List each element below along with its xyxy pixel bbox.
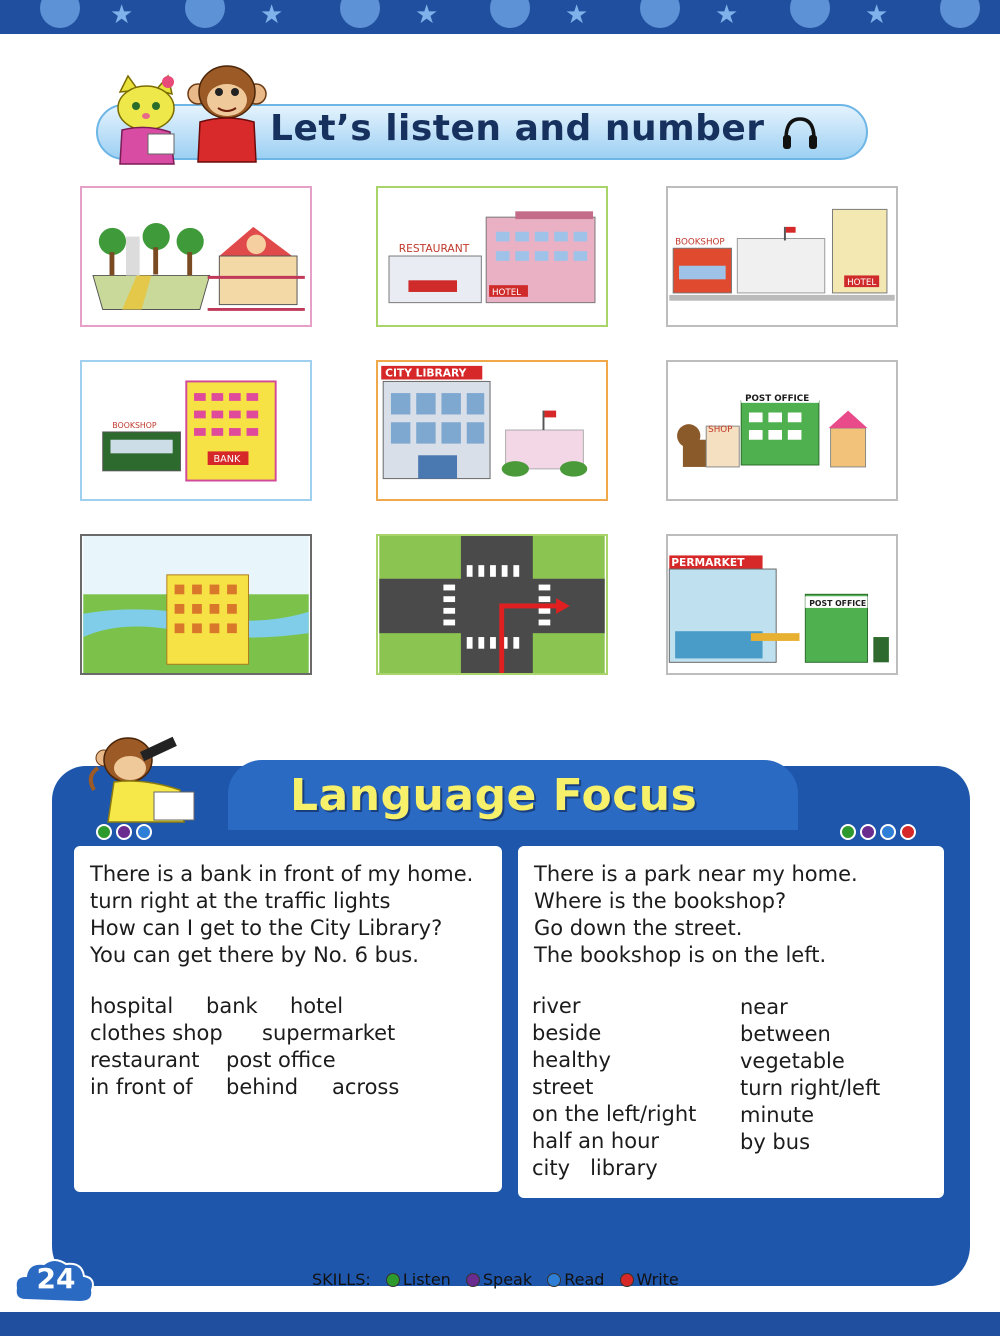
shop-label: SHOP <box>708 424 733 435</box>
listen-dot-icon <box>386 1273 400 1287</box>
band-dot <box>640 0 680 28</box>
picture-crossroad <box>376 534 608 675</box>
star-icon: ★ <box>415 0 439 30</box>
vocab-word: half an hour <box>532 1129 660 1153</box>
bead-purple-icon <box>116 824 132 840</box>
band-dot <box>340 0 380 28</box>
vocab-word: behind <box>226 1075 299 1099</box>
skill-read: Read <box>547 1270 604 1289</box>
vocab-word: bank <box>206 994 258 1018</box>
sentence: There is a bank in front of my home. <box>90 862 474 886</box>
band-dot <box>40 0 80 28</box>
page-number: 24 <box>36 1262 76 1295</box>
language-focus-title: Language Focus <box>290 770 698 821</box>
monkey-telescope-icon <box>84 730 216 826</box>
city-library-label: CITY LIBRARY <box>385 366 467 380</box>
band-dot <box>185 0 225 28</box>
picture-restaurant-hotel <box>376 186 608 327</box>
top-decorative-band <box>0 0 1000 34</box>
language-card-left <box>74 846 502 1192</box>
vocab-word: in front of <box>90 1075 193 1099</box>
hotel-label: HOTEL <box>847 278 877 289</box>
skill-listen: Listen <box>386 1270 451 1289</box>
monkey-character-icon <box>186 60 268 164</box>
vocab-word: restaurant <box>90 1048 200 1072</box>
bead-green-icon <box>96 824 112 840</box>
skills-label: SKILLS: <box>312 1270 371 1289</box>
bottom-decorative-band <box>0 1312 1000 1336</box>
section-title: Let’s listen and number <box>270 108 765 149</box>
speak-dot-icon <box>466 1273 480 1287</box>
hotel-label: HOTEL <box>492 287 522 298</box>
vocab-word: river <box>532 994 581 1018</box>
vocab-word: post office <box>226 1048 336 1072</box>
star-icon: ★ <box>110 0 134 30</box>
star-icon: ★ <box>715 0 739 30</box>
star-icon: ★ <box>260 0 284 30</box>
picture-bookshop-bank <box>80 360 312 501</box>
vocab-word: vegetable <box>740 1049 845 1073</box>
sentence: How can I get to the City Library? <box>90 916 443 940</box>
vocab-word: healthy <box>532 1048 611 1072</box>
bead-blue-icon <box>880 824 896 840</box>
band-dot <box>790 0 830 28</box>
sentence: The bookshop is on the left. <box>534 943 827 967</box>
vocab-word: turn right/left <box>740 1076 881 1100</box>
bead-purple-icon <box>860 824 876 840</box>
vocab-word: by bus <box>740 1130 811 1154</box>
bead-green-icon <box>840 824 856 840</box>
sentence: Go down the street. <box>534 916 743 940</box>
vocab-word: hotel <box>290 994 344 1018</box>
vocab-word: near <box>740 995 788 1019</box>
language-card-right <box>518 846 944 1198</box>
vocab-word: between <box>740 1022 831 1046</box>
supermarket-label: PERMARKET <box>671 556 745 570</box>
sentence: There is a park near my home. <box>534 862 858 886</box>
write-dot-icon <box>620 1273 634 1287</box>
sentence: You can get there by No. 6 bus. <box>90 943 419 967</box>
picture-supermarket-post-office <box>666 534 898 675</box>
vocab-word: beside <box>532 1021 602 1045</box>
bead-blue-icon <box>136 824 152 840</box>
skill-write: Write <box>620 1270 679 1289</box>
read-dot-icon <box>547 1273 561 1287</box>
star-icon: ★ <box>565 0 589 30</box>
band-dot <box>490 0 530 28</box>
bank-label: BANK <box>213 454 241 466</box>
vocab-word: on the left/right <box>532 1102 697 1126</box>
sentence: turn right at the traffic lights <box>90 889 391 913</box>
vocab-word: street <box>532 1075 594 1099</box>
sentence: Where is the bookshop? <box>534 889 787 913</box>
vocab-word: minute <box>740 1103 815 1127</box>
skill-speak: Speak <box>466 1270 532 1289</box>
picture-park-home <box>80 186 312 327</box>
restaurant-label: RESTAURANT <box>398 242 470 256</box>
cat-character-icon <box>108 74 190 166</box>
vocab-word: supermarket <box>262 1021 396 1045</box>
picture-shop-post-office <box>666 360 898 501</box>
bead-red-icon <box>900 824 916 840</box>
post-office-label: POST OFFICE <box>809 598 867 608</box>
vocab-word: clothes shop <box>90 1021 223 1045</box>
star-icon: ★ <box>865 0 889 30</box>
post-office-label: POST OFFICE <box>745 393 810 404</box>
headphone-icon <box>780 113 820 153</box>
picture-city-library <box>376 360 608 501</box>
picture-river-building <box>80 534 312 675</box>
bookshop-label: BOOKSHOP <box>112 421 157 431</box>
vocab-word: across <box>332 1075 400 1099</box>
vocab-word: city library <box>532 1156 658 1180</box>
band-dot <box>940 0 980 28</box>
skills-legend <box>312 1270 679 1289</box>
bookshop-label: BOOKSHOP <box>675 237 725 248</box>
vocab-word: hospital <box>90 994 174 1018</box>
picture-bookshop-hotel <box>666 186 898 327</box>
